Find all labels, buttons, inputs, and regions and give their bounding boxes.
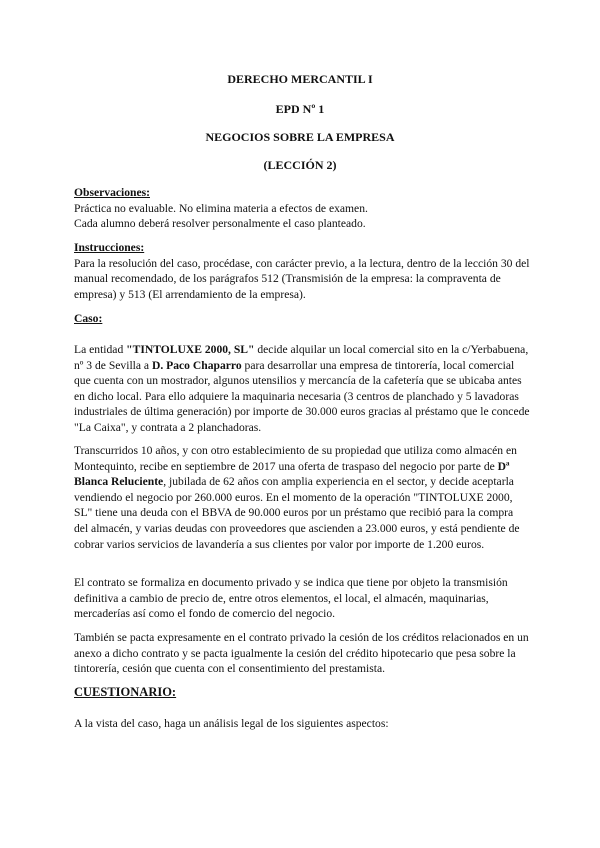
observaciones-section bbox=[74, 185, 530, 232]
caso-p2-text-1: Transcurridos 10 años, y con otro establecimiento de su propiedad que utiliza como almacén en Montequinto, recibe en septiembre de 2017 una oferta de traspaso del negocio por parte de bbox=[74, 444, 517, 473]
caso-paragraph-1 bbox=[74, 342, 530, 436]
caso-paragraph-4 bbox=[74, 630, 530, 677]
landlord-name: D. Paco Chaparro bbox=[151, 358, 242, 372]
caso-p4-text: También se pacta expresamente en el contrato privado la cesión de los créditos relacionados en un anexo a dicho contrato y se pacta igualmente la cesión del crédito hipotecario que pesa sobre la tintorería, cesión que cuenta con el consentimiento del prestamista. bbox=[74, 631, 529, 676]
caso-p2-text-2: , jubilada de 62 años con amplia experiencia en el sector, y decide aceptarla vendiendo el negocio por 260.000 euros. En el momento de la operación "TINTOLUXE 2000, SL" tiene una deuda con el BBVA de 90.000 euros por un préstamo que recibió para la compra del almacén, y varias deudas con proveedores que ascienden a 23.000 euros, y está pendiente de cobrar varios servicios de lavandería a sus clientes por valor por importe de 1.200 euros. bbox=[74, 475, 520, 551]
cuestionario-section bbox=[74, 685, 530, 701]
caso-paragraph-3 bbox=[74, 575, 530, 622]
cuestionario-heading: CUESTIONARIO: bbox=[74, 685, 177, 699]
caso-heading: Caso: bbox=[74, 312, 103, 325]
observaciones-line-2: Cada alumno deberá resolver personalmente el caso planteado. bbox=[74, 217, 366, 231]
caso-p1-text-3: para desarrollar una empresa de tintorería, local comercial que cuenta con un mostrador, algunos utensilios y mercancía de la cafetería que se ubicaba antes en dicho local. Para ello adquiere la maquinaria necesaria (3 centros de planchado y 5 lavadoras industriales de última generación) por importe de 30.000 euros gracias al préstamo que le concede "La Caixa", y contrata a 2 planchadoras. bbox=[74, 358, 530, 434]
caso-p1-text-2: decide alquilar un local comercial sito en la c/Yerbabuena, nº 3 de Sevilla a bbox=[74, 343, 529, 372]
observaciones-line-1: Práctica no evaluable. No elimina materia a efectos de examen. bbox=[74, 201, 368, 215]
instrucciones-text: Para la resolución del caso, procédase, con carácter previo, a la lectura, dentro de la lección 30 del manual recomendado, de los parágrafos 512 (Transmisión de la empresa: la compraventa de empresa) y 513 (El arrendamiento de la empresa). bbox=[74, 256, 530, 301]
buyer-name: Dª Blanca Reluciente bbox=[74, 459, 510, 489]
caso-p3-text: El contrato se formaliza en documento privado y se indica que tiene por objeto la transmisión definitiva a cambio de precio de, entre otros elementos, el local, el almacén, maquinarias, mercaderías así como el fondo de comercio del negocio. bbox=[74, 576, 508, 621]
caso-paragraph-2 bbox=[74, 443, 530, 552]
cuestionario-intro: A la vista del caso, haga un análisis legal de los siguientes aspectos: bbox=[74, 717, 389, 730]
instrucciones-heading: Instrucciones: bbox=[74, 241, 145, 254]
lesson-label: (LECCIÓN 2) bbox=[263, 158, 337, 172]
observaciones-heading: Observaciones: bbox=[74, 186, 150, 199]
epd-number: EPD Nº 1 bbox=[275, 102, 325, 116]
company-name: "TINTOLUXE 2000, SL" bbox=[126, 343, 255, 356]
caso-section bbox=[74, 311, 530, 327]
doc-title: DERECHO MERCANTIL I bbox=[227, 72, 373, 86]
instrucciones-section bbox=[74, 240, 530, 302]
doc-subtitle: NEGOCIOS SOBRE LA EMPRESA bbox=[205, 130, 395, 144]
caso-p1-text-1: La entidad bbox=[74, 343, 127, 356]
